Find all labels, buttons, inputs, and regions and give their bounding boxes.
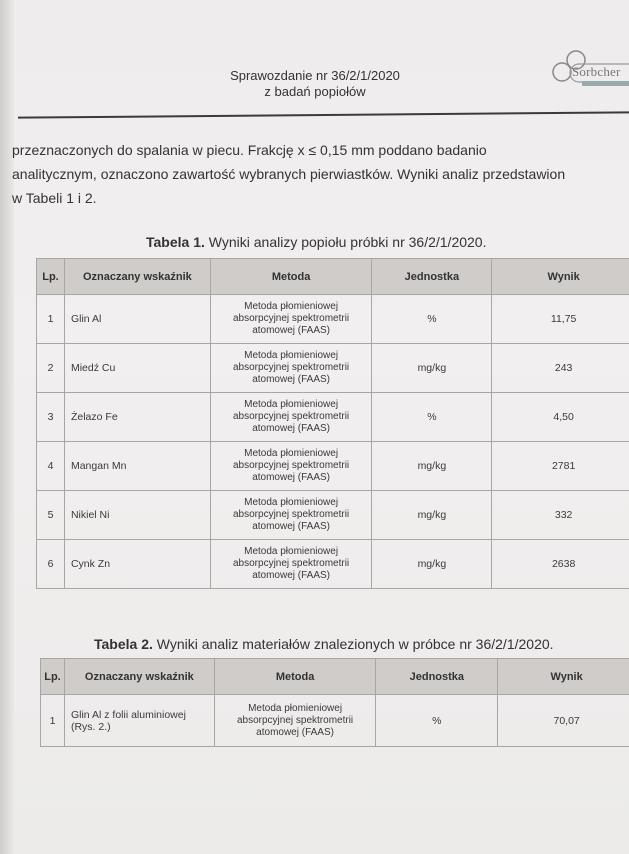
method-line: Metoda płomieniowej	[248, 702, 343, 714]
cell-lp: 1	[41, 695, 65, 747]
table-row	[37, 442, 629, 491]
paragraph-line: przeznaczonych do spalania w piecu. Frakcję x ≤ 0,15 mm poddano badanio	[12, 142, 487, 158]
method-line: Metoda płomieniowej	[244, 399, 339, 410]
col-header-method: Metoda	[214, 659, 376, 695]
cell-result: 243	[492, 344, 629, 393]
cell-unit: %	[372, 393, 492, 442]
cell-result: 332	[492, 491, 629, 540]
body-paragraph	[12, 138, 629, 210]
paragraph-line: analitycznym, oznaczono zawartość wybranych pierwiastków. Wyniki analiz przedstawion	[12, 166, 566, 182]
cell-unit: mg/kg	[372, 442, 492, 491]
cell-indicator	[64, 695, 214, 747]
cell-unit: mg/kg	[372, 344, 492, 393]
method-line: Metoda płomieniowej	[244, 448, 339, 459]
method-line: Metoda płomieniowej	[244, 301, 339, 312]
cell-unit: %	[372, 295, 492, 344]
method-line: atomowej (FAAS)	[252, 423, 330, 434]
company-logo	[532, 40, 629, 100]
method-line: atomowej (FAAS)	[252, 570, 330, 581]
table2-caption-text: Wyniki analiz materiałów znalezionych w próbce nr 36/2/1/2020.	[152, 636, 554, 652]
table-row	[37, 393, 629, 442]
method-line: atomowej (FAAS)	[256, 726, 334, 738]
table-row	[37, 540, 629, 589]
col-header-indicator: Oznaczany wskaźnik	[64, 259, 210, 295]
col-header-method: Metoda	[210, 259, 372, 295]
cell-result: 2638	[492, 540, 629, 589]
cell-indicator: Glin Al	[64, 295, 210, 344]
col-header-unit: Jednostka	[372, 259, 492, 295]
results-table-1	[36, 258, 629, 589]
results-table-2	[40, 658, 629, 747]
method-line: absorpcyjnej spektrometrii	[233, 362, 350, 373]
cell-method	[214, 695, 376, 747]
cell-unit: mg/kg	[372, 491, 492, 540]
cell-indicator: Nikiel Ni	[64, 491, 210, 540]
cell-lp: 5	[37, 491, 65, 540]
logo-tagline-bar	[582, 81, 629, 86]
cell-result: 2781	[492, 442, 629, 491]
cell-method	[210, 540, 372, 589]
method-line: atomowej (FAAS)	[252, 325, 330, 336]
method-line: Metoda płomieniowej	[244, 350, 339, 361]
report-title-line1: Sprawozdanie nr 36/2/1/2020	[230, 68, 400, 83]
cell-indicator: Żelazo Fe	[64, 393, 210, 442]
cell-method	[210, 442, 372, 491]
cell-unit: %	[376, 695, 498, 747]
method-line: absorpcyjnej spektrometrii	[236, 714, 354, 726]
cell-unit: mg/kg	[372, 540, 492, 589]
report-title	[190, 68, 440, 100]
logo-text: Sorbcher	[572, 64, 621, 79]
cell-result: 4,50	[492, 393, 629, 442]
table-row	[37, 295, 629, 344]
cell-lp: 4	[37, 442, 65, 491]
cell-result: 11,75	[492, 295, 629, 344]
method-line: absorpcyjnej spektrometrii	[233, 558, 350, 569]
table1-caption-text: Wyniki analizy popiołu próbki nr 36/2/1/2020.	[204, 234, 487, 250]
col-header-result: Wynik	[492, 259, 629, 295]
method-line: atomowej (FAAS)	[252, 374, 330, 385]
col-header-lp: Lp.	[41, 659, 65, 695]
col-header-lp: Lp.	[37, 259, 65, 295]
method-line: absorpcyjnej spektrometrii	[233, 509, 350, 520]
col-header-unit: Jednostka	[376, 659, 498, 695]
col-header-indicator: Oznaczany wskaźnik	[64, 659, 214, 695]
table-header-row	[37, 259, 629, 295]
header-divider	[18, 111, 629, 118]
cell-lp: 3	[37, 393, 65, 442]
cell-result: 70,07	[498, 695, 629, 747]
table-header-row	[41, 659, 629, 695]
method-line: Metoda płomieniowej	[244, 497, 339, 508]
cell-method	[210, 393, 372, 442]
method-line: absorpcyjnej spektrometrii	[233, 460, 350, 471]
cell-lp: 6	[37, 540, 65, 589]
cell-indicator: Cynk Zn	[64, 540, 210, 589]
method-line: atomowej (FAAS)	[252, 472, 330, 483]
method-line: Metoda płomieniowej	[244, 546, 339, 557]
page-edge-shadow	[0, 0, 14, 854]
col-header-result: Wynik	[498, 659, 629, 695]
cell-method	[210, 491, 372, 540]
paragraph-line: w Tabeli 1 i 2.	[12, 190, 97, 206]
table-row	[41, 695, 629, 747]
report-header	[0, 62, 629, 122]
table1-caption-label: Tabela 1.	[146, 234, 205, 250]
report-title-line2: z badań popiołów	[264, 84, 366, 99]
method-line: atomowej (FAAS)	[252, 521, 330, 532]
cell-method	[210, 344, 372, 393]
table-row	[37, 491, 629, 540]
table1-caption	[146, 234, 486, 250]
table2-caption	[94, 636, 554, 652]
table-row	[37, 344, 629, 393]
cell-lp: 2	[37, 344, 65, 393]
table2-caption-label: Tabela 2.	[94, 636, 153, 652]
indicator-line: Glin Al z folii aluminiowej	[70, 708, 186, 721]
method-line: absorpcyjnej spektrometrii	[233, 411, 350, 422]
method-line: absorpcyjnej spektrometrii	[233, 313, 350, 324]
cell-indicator: Mangan Mn	[64, 442, 210, 491]
cell-lp: 1	[37, 295, 65, 344]
cell-method	[210, 295, 372, 344]
cell-indicator: Miedź Cu	[64, 344, 210, 393]
indicator-line: (Rys. 2.)	[70, 720, 111, 733]
